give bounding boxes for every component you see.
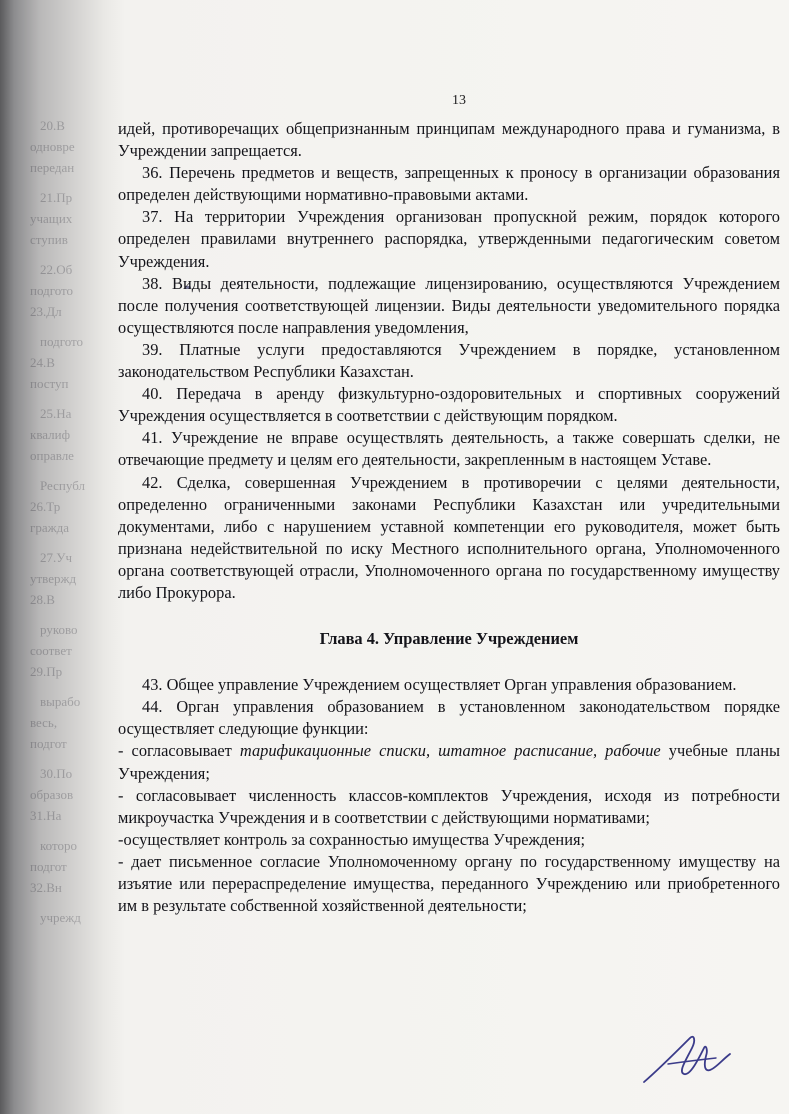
left-strip-line: вырабо: [40, 694, 81, 709]
left-strip-line: подгото: [40, 334, 84, 349]
left-strip-line: 27.Уч: [40, 550, 72, 565]
function-item-tariff: - согласовывает тарификационные списки, штатное расписание, рабочие учебные планы Учреждения;: [118, 741, 780, 783]
signature: [638, 1020, 738, 1090]
left-strip-line: 21.Пр: [40, 190, 73, 205]
function-item-written-consent: - дает письменное согласие Уполномоченному органу по государственному имуществу на изъятие или перераспределение имущества, переданного Учреждению или приобретенного им в результате собственной хозяйственной деятельности;: [118, 851, 780, 916]
left-strip-line: одновре: [30, 139, 75, 154]
left-strip-line: ступив: [30, 232, 68, 247]
left-strip-line: 26.Тр: [30, 499, 61, 514]
paragraph-44: 44. Орган управления образованием в установленном законодательством порядке осуществляет следующие функции:: [118, 697, 780, 739]
function-item-tariff-italic: тарификационные списки, штатное расписание, рабочие: [239, 741, 661, 761]
function-item-class-count: - согласовывает численность классов-комплектов Учреждения, исходя из потребности микроучастка Учреждения и в соответствии с действующими нормативами;: [118, 785, 780, 827]
left-strip-line: оправле: [30, 448, 74, 463]
left-strip-line: передан: [30, 160, 75, 175]
left-strip-line: утвержд: [30, 571, 77, 586]
left-page-bleed-strip: [0, 0, 108, 1114]
chapter-title: Глава 4. Управление Учреждением: [319, 629, 579, 649]
left-strip-line: 29.Пр: [30, 664, 63, 679]
left-strip-line: руково: [40, 622, 78, 637]
left-strip-line: гражда: [30, 520, 69, 535]
left-strip-line: учрежд: [40, 910, 81, 925]
function-item-property-control: -осуществляет контроль за сохранностью имущества Учреждения;: [118, 829, 586, 849]
paragraph-36: 36. Перечень предметов и веществ, запрещенных к проносу в организации образования определен действующими нормативно-правовыми актами.: [118, 163, 780, 205]
left-strip-line: подгот: [30, 736, 67, 751]
left-strip-line: Республ: [40, 478, 85, 493]
page-number: 13: [452, 93, 466, 108]
left-strip-line: 23.Дл: [30, 304, 62, 319]
left-strip-line: образов: [30, 787, 74, 802]
paragraph-39: 39. Платные услуги предоставляются Учреждением в порядке, установленном законодательством Республики Казахстан.: [118, 339, 780, 382]
paragraph-40: 40. Передача в аренду физкультурно-оздоровительных и спортивных сооружений Учреждения осуществляется в соответствии с действующим порядком.: [118, 384, 780, 426]
paragraph-42: 42. Сделка, совершенная Учреждением в противоречии с целями деятельности, определенно ограниченными законами Республики Казахстан или учредительными документами, либо с нарушением уставной компетенции его руководителя, может быть признана недействительной по иску Местного исполнительного органа, Уполномоченного органа соответствующей отрасли, Уполномоченного органа по государственному имуществу либо Прокурора.: [118, 472, 780, 602]
paragraph-43: 43. Общее управление Учреждением осуществляет Орган управления образованием.: [142, 675, 737, 695]
left-strip-line: 20.В: [40, 118, 65, 133]
paragraph-37: 37. На территории Учреждения организован пропускной режим, порядок которого определен правилами внутреннего распорядка, утвержденными педагогическим советом Учреждения.: [118, 207, 780, 271]
left-strip-line: которо: [40, 838, 77, 853]
paragraph-38: 38. Виды деятельности, подлежащие лицензированию, осуществляются Учреждением после получения соответствующей лицензии. Виды деятельности уведомительного порядка осуществляются после направления уведомления,: [118, 273, 780, 337]
left-strip-line: поступ: [30, 376, 69, 391]
document-body: [118, 118, 780, 917]
left-strip-line: 28.В: [30, 592, 55, 607]
paragraph-41: 41. Учреждение не вправе осуществлять деятельность, а также совершать сделки, не отвечающие предмету и целям его деятельности, закрепленным в настоящем Уставе.: [118, 428, 780, 470]
left-strip-line: учащих: [30, 211, 73, 226]
left-strip-line: 24.В: [30, 355, 55, 370]
left-strip-line: весь,: [30, 715, 58, 730]
left-strip-line: соответ: [30, 643, 72, 658]
left-strip-line: 32.Вн: [30, 880, 62, 895]
left-strip-line: подгот: [30, 859, 67, 874]
left-strip-line: 30.По: [40, 766, 73, 781]
left-strip-line: 25.На: [40, 406, 72, 421]
left-strip-line: подгото: [30, 283, 74, 298]
left-strip-line: 31.На: [30, 808, 62, 823]
left-strip-line: 22.Об: [40, 262, 73, 277]
paragraph-continuation: идей, противоречащих общепризнанным принципам международного права и гуманизма, в Учреждении запрещается.: [118, 119, 780, 161]
left-strip-line: квалиф: [30, 427, 71, 442]
